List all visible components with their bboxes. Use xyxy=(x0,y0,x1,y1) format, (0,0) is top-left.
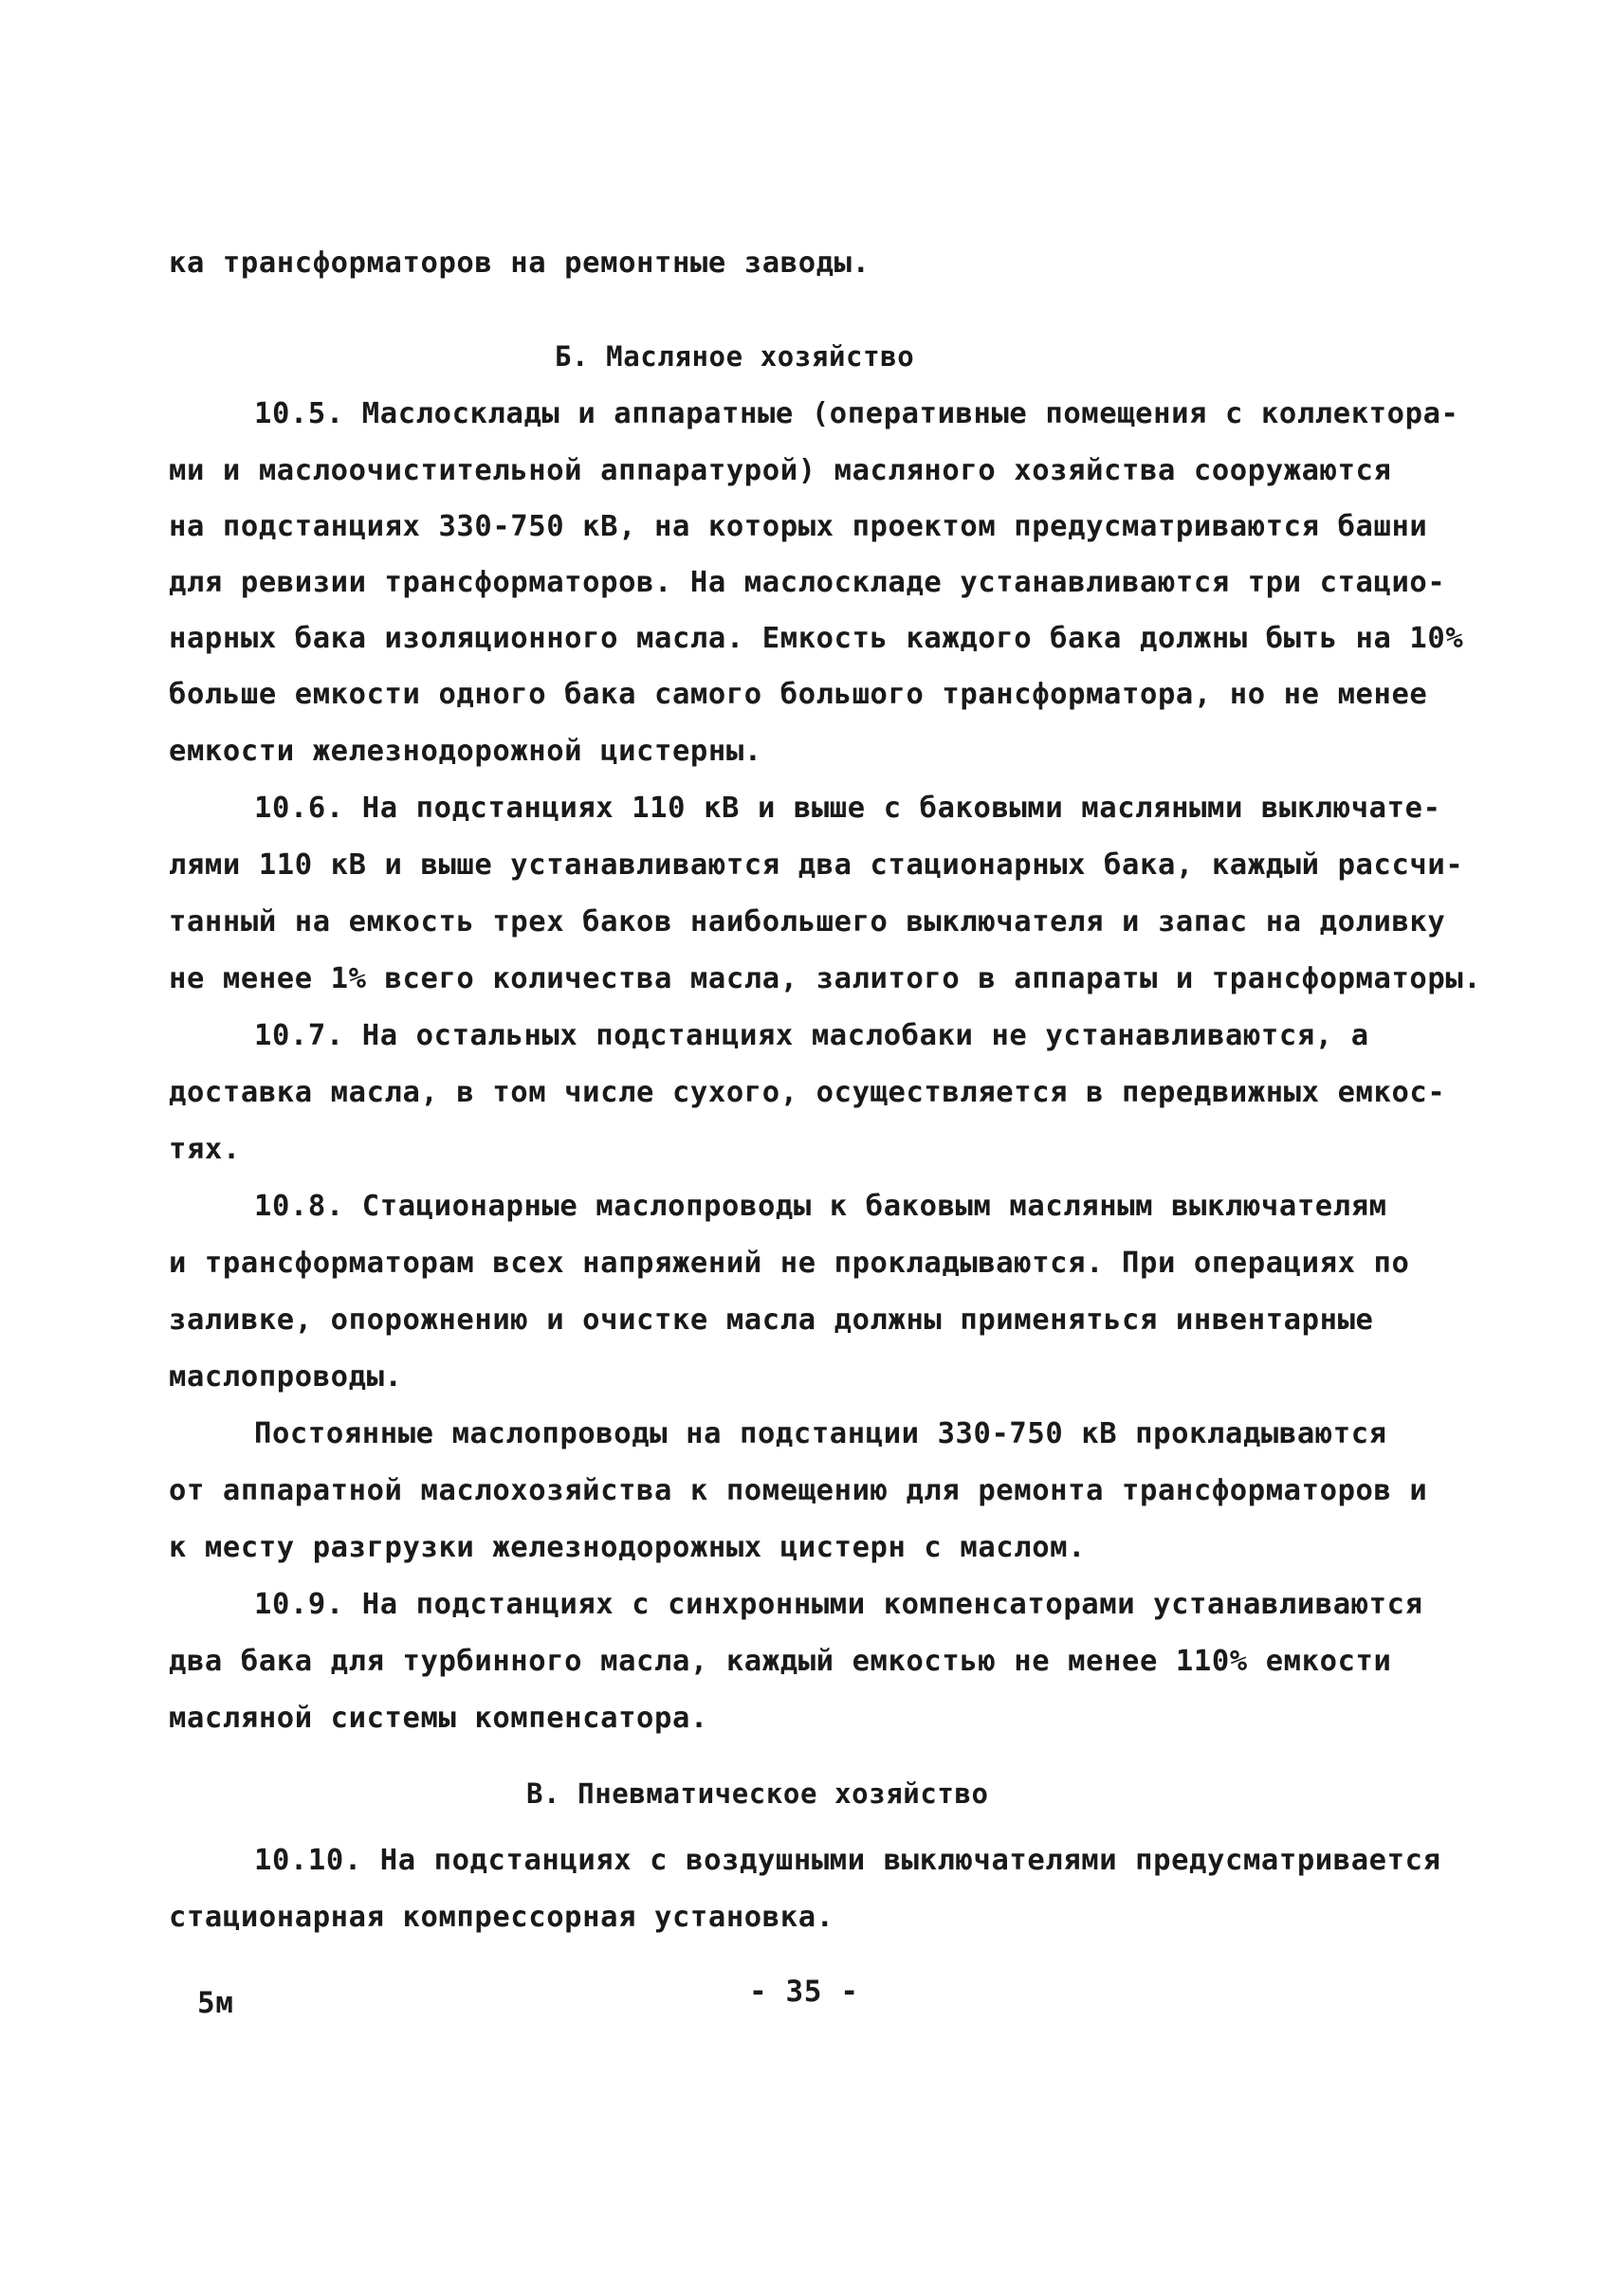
text-line: масляной системы компенсатора. xyxy=(169,1702,708,1735)
text-line: два бака для турбинного масла, каждый емкостью не менее 110% емкости xyxy=(169,1645,1392,1678)
text-line: от аппаратной маслохозяйства к помещению для ремонта трансформаторов и xyxy=(169,1474,1428,1507)
text-line: 10.10. На подстанциях с воздушными выключателями предусматривается xyxy=(254,1844,1441,1877)
text-line: емкости железнодорожной цистерны. xyxy=(169,735,762,768)
text-line: 10.5. Маслосклады и аппаратные (оперативные помещения с коллектора- xyxy=(254,397,1459,430)
text-line: Постоянные маслопроводы на подстанции 330-750 кВ прокладываются xyxy=(254,1417,1387,1450)
text-line: стационарная компрессорная установка. xyxy=(169,1901,834,1934)
text-line: тях. xyxy=(169,1133,241,1166)
text-line: и трансформаторам всех напряжений не прокладываются. При операциях по xyxy=(169,1247,1410,1280)
corner-mark: 5м xyxy=(197,1986,234,2020)
text-line: заливке, опорожнению и очистке масла должны применяться инвентарные xyxy=(169,1303,1374,1337)
text-line: 10.8. Стационарные маслопроводы к баковым масляным выключателям xyxy=(254,1190,1387,1223)
text-line: больше емкости одного бака самого большого трансформатора, но не менее xyxy=(169,678,1428,711)
text-line: 10.9. На подстанциях с синхронными компенсаторами устанавливаются xyxy=(254,1588,1423,1621)
text-line: для ревизии трансформаторов. На маслоскладе устанавливаются три стацио- xyxy=(169,566,1446,599)
text-line: нарных бака изоляционного масла. Емкость каждого бака должны быть на 10% xyxy=(169,622,1464,655)
text-line: танный на емкость трех баков наибольшего выключателя и запас на доливку xyxy=(169,905,1446,938)
text-line: маслопроводы. xyxy=(169,1360,403,1394)
text-line: к месту разгрузки железнодорожных цистерн с маслом. xyxy=(169,1531,1087,1564)
text-line: ка трансформаторов на ремонтные заводы. xyxy=(169,246,871,280)
section-heading: В. Пневматическое хозяйство xyxy=(526,1777,989,1810)
text-line: доставка масла, в том числе сухого, осуществляется в передвижных емкос- xyxy=(169,1076,1446,1109)
text-line: 10.6. На подстанциях 110 кВ и выше с баковыми масляными выключате- xyxy=(254,792,1441,825)
text-line: на подстанциях 330-750 кВ, на которых проектом предусматриваются башни xyxy=(169,510,1428,543)
text-line: не менее 1% всего количества масла, залитого в аппараты и трансформаторы. xyxy=(169,962,1482,995)
section-heading: Б. Масляное хозяйство xyxy=(555,340,915,373)
text-line: 10.7. На остальных подстанциях маслобаки не устанавливаются, а xyxy=(254,1019,1369,1052)
text-line: ми и маслоочистительной аппаратурой) масляного хозяйства сооружаются xyxy=(169,454,1392,487)
text-line: лями 110 кВ и выше устанавливаются два стационарных бака, каждый рассчи- xyxy=(169,848,1464,882)
page-number: - 35 - xyxy=(749,1975,859,2009)
